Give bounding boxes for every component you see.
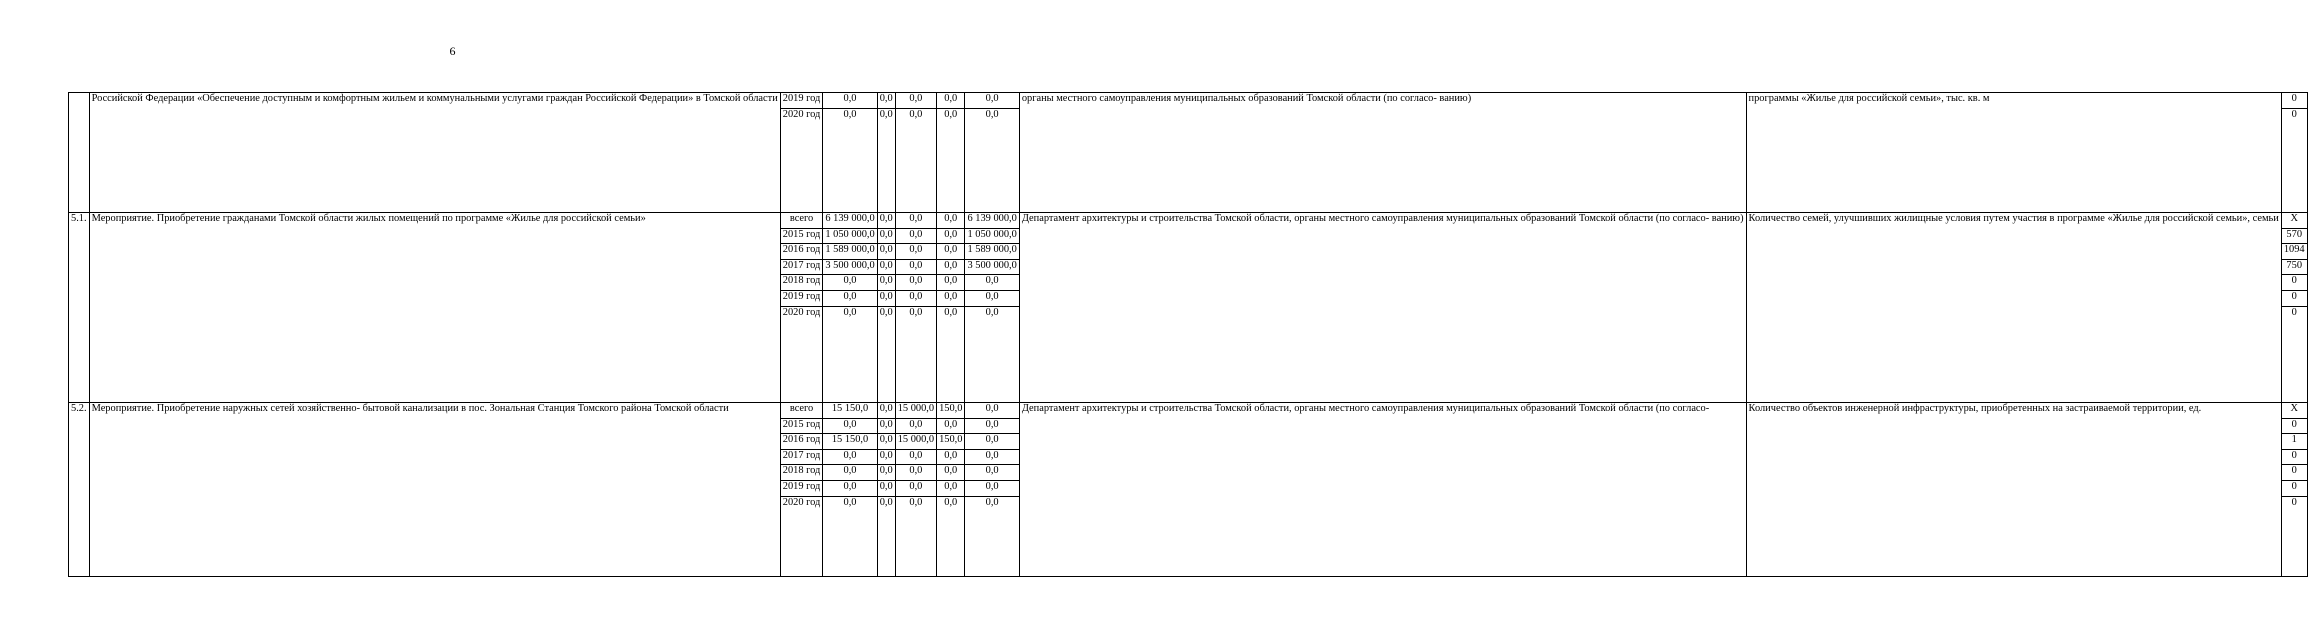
funding-cell-c3: 0,0 — [895, 259, 936, 275]
period-cell: 2015 год — [780, 418, 823, 434]
funding-cell-c1: 0,0 — [823, 93, 877, 109]
funding-cell-c5: 0,0 — [965, 465, 1019, 481]
funding-cell-c3: 0,0 — [895, 306, 936, 402]
funding-cell-c1: 0,0 — [823, 108, 877, 212]
funding-cell-c2: 0,0 — [877, 212, 895, 228]
indicator-value: X — [2281, 212, 2307, 228]
period-cell: 2019 год — [780, 93, 823, 109]
activity-name: Мероприятие. Приобретение наружных сетей хозяйственно- бытовой канализации в пос. Зональная Станция Томского района Томской области — [89, 402, 780, 576]
period-cell: 2017 год — [780, 449, 823, 465]
funding-cell-c2: 0,0 — [877, 496, 895, 576]
indicator-value: 0 — [2281, 108, 2307, 212]
funding-cell-c1: 0,0 — [823, 418, 877, 434]
funding-cell-c4: 0,0 — [937, 228, 965, 244]
funding-cell-c5: 0,0 — [965, 108, 1019, 212]
indicator-value: 0 — [2281, 290, 2307, 306]
funding-cell-c2: 0,0 — [877, 434, 895, 450]
funding-cell-c5: 0,0 — [965, 290, 1019, 306]
funding-cell-c2: 0,0 — [877, 275, 895, 291]
table-row — [69, 402, 2308, 418]
indicator-value: X — [2281, 402, 2307, 418]
funding-cell-c1: 0,0 — [823, 449, 877, 465]
period-cell: 2019 год — [780, 480, 823, 496]
funding-cell-c2: 0,0 — [877, 93, 895, 109]
funding-cell-c3: 0,0 — [895, 465, 936, 481]
funding-cell-c4: 0,0 — [937, 244, 965, 260]
activity-number: 5.1. — [69, 212, 90, 402]
indicator-value: 0 — [2281, 418, 2307, 434]
funding-cell-c3: 0,0 — [895, 108, 936, 212]
funding-cell-c4: 0,0 — [937, 480, 965, 496]
funding-cell-c3: 0,0 — [895, 480, 936, 496]
funding-cell-c4: 150,0 — [937, 402, 965, 418]
page-number: 6 — [449, 44, 456, 58]
funding-cell-c5: 0,0 — [965, 93, 1019, 109]
funding-cell-c5: 0,0 — [965, 402, 1019, 418]
responsible-executor: Департамент архитектуры и строительства Томской области, органы местного самоуправления муниципальных образований Томской области (по согласо- — [1019, 402, 1746, 576]
funding-cell-c2: 0,0 — [877, 228, 895, 244]
funding-cell-c1: 0,0 — [823, 306, 877, 402]
funding-cell-c4: 0,0 — [937, 465, 965, 481]
funding-cell-c4: 0,0 — [937, 496, 965, 576]
funding-cell-c4: 0,0 — [937, 290, 965, 306]
funding-cell-c5: 0,0 — [965, 434, 1019, 450]
funding-cell-c3: 0,0 — [895, 275, 936, 291]
indicator-value: 570 — [2281, 228, 2307, 244]
funding-cell-c3: 0,0 — [895, 418, 936, 434]
funding-cell-c5: 1 050 000,0 — [965, 228, 1019, 244]
indicator-value: 0 — [2281, 496, 2307, 576]
activity-number: 5.2. — [69, 402, 90, 576]
period-cell: 2020 год — [780, 108, 823, 212]
period-cell: 2016 год — [780, 244, 823, 260]
indicator-value: 750 — [2281, 259, 2307, 275]
funding-cell-c1: 1 589 000,0 — [823, 244, 877, 260]
responsible-executor: органы местного самоуправления муниципальных образований Томской области (по согласо- ванию) — [1019, 93, 1746, 213]
activity-name: Российской Федерации «Обеспечение доступным и комфортным жильем и коммунальными услугами граждан Российской Федерации» в Томской области — [89, 93, 780, 213]
funding-cell-c5: 0,0 — [965, 418, 1019, 434]
period-cell: всего — [780, 212, 823, 228]
program-activities-table — [68, 92, 2308, 577]
indicator-value: 0 — [2281, 93, 2307, 109]
period-cell: 2018 год — [780, 465, 823, 481]
funding-cell-c4: 0,0 — [937, 93, 965, 109]
funding-cell-c2: 0,0 — [877, 108, 895, 212]
funding-cell-c3: 0,0 — [895, 496, 936, 576]
responsible-executor: Департамент архитектуры и строительства Томской области, органы местного самоуправления муниципальных образований Томской области (по согласо- ванию) — [1019, 212, 1746, 402]
table-row — [69, 93, 2308, 109]
funding-cell-c4: 0,0 — [937, 259, 965, 275]
funding-cell-c5: 0,0 — [965, 449, 1019, 465]
indicator-name: Количество объектов инженерной инфраструктуры, приобретенных на застраиваемой территории, ед. — [1746, 402, 2281, 576]
funding-cell-c5: 0,0 — [965, 496, 1019, 576]
funding-cell-c2: 0,0 — [877, 402, 895, 418]
funding-cell-c2: 0,0 — [877, 465, 895, 481]
funding-cell-c1: 0,0 — [823, 496, 877, 576]
funding-cell-c2: 0,0 — [877, 480, 895, 496]
period-cell: 2020 год — [780, 496, 823, 576]
funding-cell-c5: 6 139 000,0 — [965, 212, 1019, 228]
indicator-value: 0 — [2281, 465, 2307, 481]
period-cell: 2018 год — [780, 275, 823, 291]
indicator-value: 1 — [2281, 434, 2307, 450]
funding-cell-c1: 0,0 — [823, 275, 877, 291]
indicator-value: 1094 — [2281, 244, 2307, 260]
funding-cell-c2: 0,0 — [877, 244, 895, 260]
indicator-value: 0 — [2281, 480, 2307, 496]
funding-cell-c1: 0,0 — [823, 480, 877, 496]
indicator-name: программы «Жилье для российской семьи», тыс. кв. м — [1746, 93, 2281, 213]
activity-name: Мероприятие. Приобретение гражданами Томской области жилых помещений по программе «Жилье для российской семьи» — [89, 212, 780, 402]
funding-cell-c3: 15 000,0 — [895, 402, 936, 418]
funding-cell-c5: 0,0 — [965, 275, 1019, 291]
funding-cell-c4: 0,0 — [937, 275, 965, 291]
funding-cell-c1: 0,0 — [823, 290, 877, 306]
funding-cell-c2: 0,0 — [877, 449, 895, 465]
funding-cell-c1: 15 150,0 — [823, 402, 877, 418]
funding-cell-c3: 0,0 — [895, 244, 936, 260]
funding-cell-c2: 0,0 — [877, 259, 895, 275]
activity-number — [69, 93, 90, 213]
period-cell: 2015 год — [780, 228, 823, 244]
indicator-value: 0 — [2281, 306, 2307, 402]
period-cell: 2019 год — [780, 290, 823, 306]
funding-cell-c3: 0,0 — [895, 449, 936, 465]
table-row — [69, 212, 2308, 228]
indicator-value: 0 — [2281, 449, 2307, 465]
period-cell: 2017 год — [780, 259, 823, 275]
funding-cell-c1: 1 050 000,0 — [823, 228, 877, 244]
funding-cell-c4: 150,0 — [937, 434, 965, 450]
funding-cell-c3: 15 000,0 — [895, 434, 936, 450]
period-cell: всего — [780, 402, 823, 418]
funding-cell-c2: 0,0 — [877, 418, 895, 434]
period-cell: 2016 год — [780, 434, 823, 450]
funding-cell-c5: 1 589 000,0 — [965, 244, 1019, 260]
funding-cell-c1: 15 150,0 — [823, 434, 877, 450]
funding-cell-c4: 0,0 — [937, 212, 965, 228]
funding-cell-c4: 0,0 — [937, 108, 965, 212]
funding-cell-c3: 0,0 — [895, 228, 936, 244]
funding-cell-c4: 0,0 — [937, 418, 965, 434]
indicator-name: Количество семей, улучшивших жилищные условия путем участия в программе «Жилье для российской семьи», семьи — [1746, 212, 2281, 402]
funding-cell-c2: 0,0 — [877, 306, 895, 402]
funding-cell-c5: 3 500 000,0 — [965, 259, 1019, 275]
funding-cell-c1: 3 500 000,0 — [823, 259, 877, 275]
funding-cell-c4: 0,0 — [937, 449, 965, 465]
funding-cell-c3: 0,0 — [895, 290, 936, 306]
funding-cell-c3: 0,0 — [895, 212, 936, 228]
funding-cell-c2: 0,0 — [877, 290, 895, 306]
period-cell: 2020 год — [780, 306, 823, 402]
funding-cell-c1: 0,0 — [823, 465, 877, 481]
funding-cell-c4: 0,0 — [937, 306, 965, 402]
funding-cell-c5: 0,0 — [965, 480, 1019, 496]
funding-cell-c1: 6 139 000,0 — [823, 212, 877, 228]
funding-cell-c5: 0,0 — [965, 306, 1019, 402]
funding-cell-c3: 0,0 — [895, 93, 936, 109]
indicator-value: 0 — [2281, 275, 2307, 291]
